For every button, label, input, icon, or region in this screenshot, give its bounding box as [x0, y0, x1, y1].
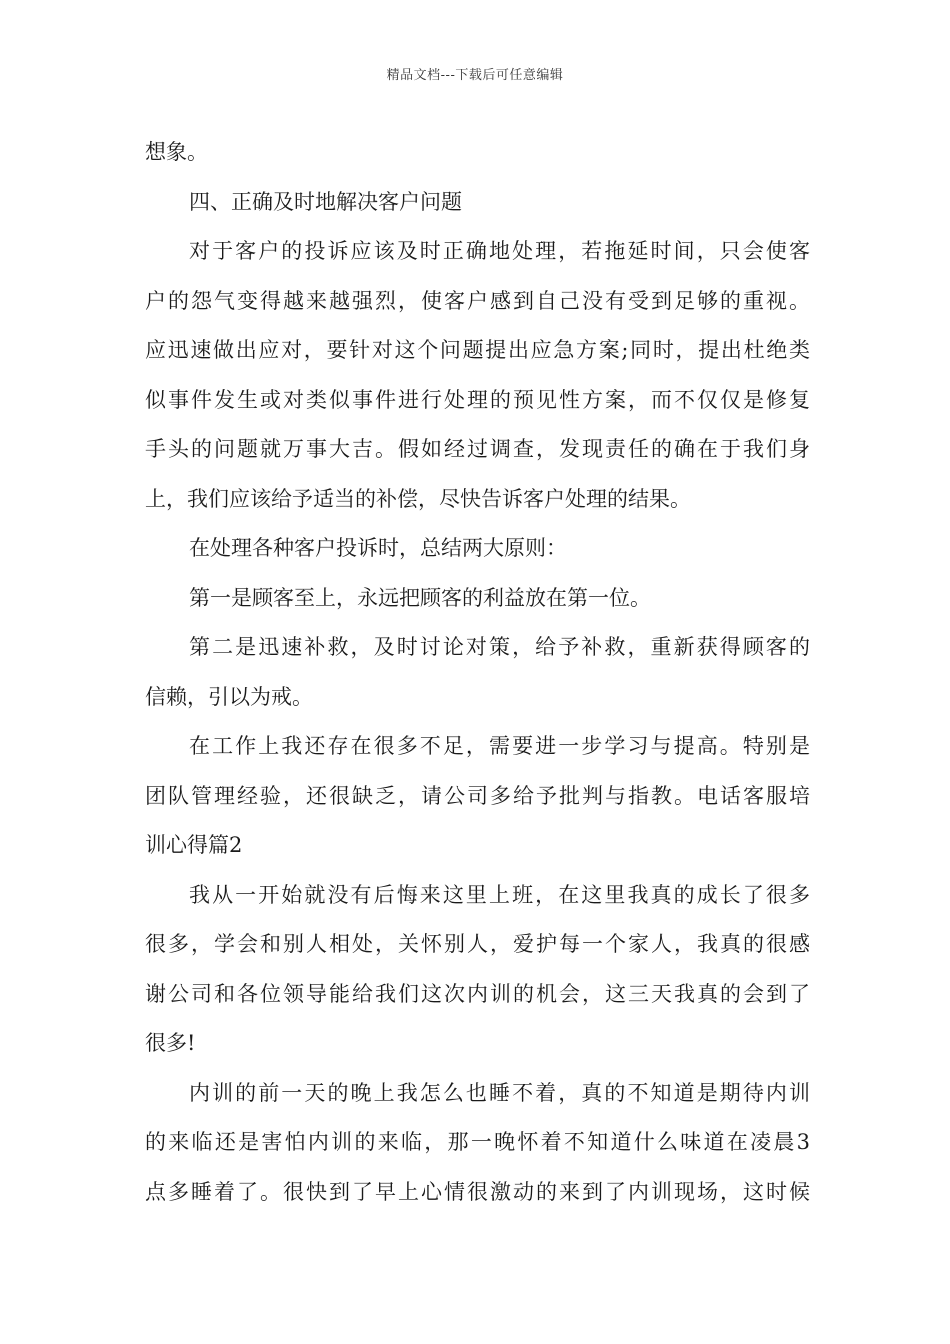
text-line: 似事件发生或对类似事件进行处理的预见性方案，而不仅仅是修复: [145, 387, 810, 412]
text-line: 户的怨气变得越来越强烈，使客户感到自己没有受到足够的重视。: [145, 288, 810, 313]
text-line: 团队管理经验，还很缺乏，请公司多给予批判与指教。电话客服培: [145, 783, 810, 808]
text-line: 手头的问题就万事大吉。假如经过调查，发现责任的确在于我们身: [145, 437, 810, 461]
text-line: 上，我们应该给予适当的补偿，尽快告诉客户处理的结果。: [145, 486, 691, 511]
text-line: 对于客户的投诉应该及时正确地处理，若拖延时间，只会使客: [189, 239, 810, 263]
text-line: 内训的前一天的晚上我怎么也睡不着，真的不知道是期待内训: [189, 1080, 810, 1105]
page-header: 精品文档---下载后可任意编辑: [386, 68, 564, 83]
text-line: 我从一开始就没有后悔来这里上班，在这里我真的成长了很多: [189, 882, 810, 907]
text-line: 第二是迅速补救，及时讨论对策，给予补救，重新获得顾客的: [189, 635, 810, 659]
text-line: 四、正确及时地解决客户问题: [189, 189, 462, 214]
text-line: 谢公司和各位领导能给我们这次内训的机会，这三天我真的会到了: [145, 981, 810, 1006]
body-text: [145, 128, 810, 1217]
text-line: 的来临还是害怕内训的来临，那一晚怀着不知道什么味道在凌晨3: [145, 1130, 810, 1154]
text-line: 点多睡着了。很快到了早上心情很激动的来到了内训现场，这时候: [145, 1179, 810, 1204]
text-line: 在工作上我还存在很多不足，需要进一步学习与提高。特别是: [189, 734, 810, 758]
text-line: 信赖，引以为戒。: [145, 684, 313, 709]
text-line: 想象。: [145, 140, 208, 164]
text-line: 在处理各种客户投诉时，总结两大原则：: [189, 536, 567, 560]
text-line: 第一是顾客至上，永远把顾客的利益放在第一位。: [189, 585, 651, 610]
text-line: 应迅速做出应对，要针对这个问题提出应急方案;同时，提出杜绝类: [145, 338, 810, 362]
text-line: 很多，学会和别人相处，关怀别人，爱护每一个家人，我真的很感: [145, 932, 810, 956]
text-line: 很多!: [145, 1031, 196, 1055]
text-line: 训心得篇2: [145, 833, 243, 857]
